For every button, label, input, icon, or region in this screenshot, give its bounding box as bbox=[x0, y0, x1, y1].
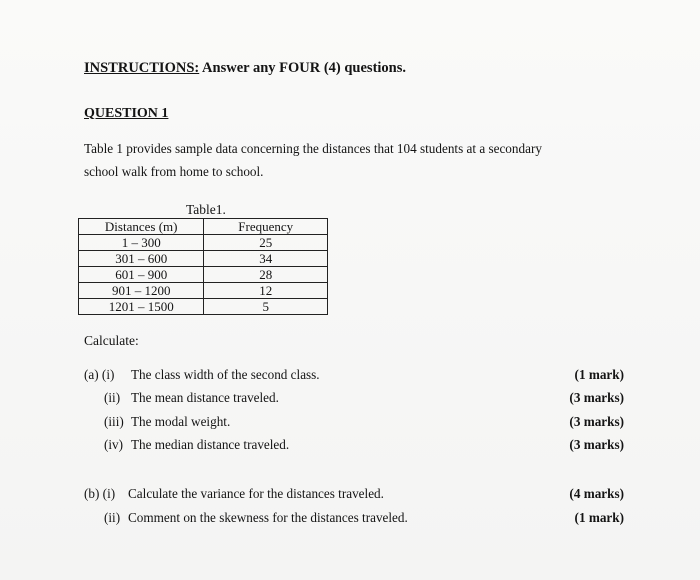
part-prefix: (iii) bbox=[104, 414, 124, 429]
frequency-table bbox=[78, 218, 328, 315]
frequency-cell: 5 bbox=[204, 299, 328, 315]
part-text: The median distance traveled. bbox=[131, 437, 290, 452]
question-part-a-ii bbox=[0, 390, 700, 410]
question-part-a-iii bbox=[0, 414, 700, 434]
marks-label: (1 mark) bbox=[574, 510, 624, 525]
frequency-cell: 28 bbox=[204, 267, 328, 283]
distance-cell: 1 – 300 bbox=[79, 235, 204, 251]
part-text: The modal weight. bbox=[131, 414, 231, 429]
part-text: Calculate the variance for the distances traveled. bbox=[128, 486, 384, 501]
question-title: QUESTION 1 bbox=[84, 106, 169, 121]
marks-label: (1 mark) bbox=[574, 367, 624, 382]
part-prefix: (a) (i) bbox=[84, 367, 115, 382]
distance-cell: 601 – 900 bbox=[79, 267, 204, 283]
calculate-label: Calculate: bbox=[84, 333, 139, 348]
part-prefix: (ii) bbox=[104, 390, 121, 405]
table-header-row bbox=[79, 219, 328, 235]
distance-cell: 901 – 1200 bbox=[79, 283, 204, 299]
distance-cell: 301 – 600 bbox=[79, 251, 204, 267]
question-part-b-i bbox=[0, 486, 700, 506]
table-row bbox=[79, 283, 328, 299]
table-row bbox=[79, 251, 328, 267]
part-prefix: (ii) bbox=[104, 510, 121, 525]
instructions-text: Answer any FOUR (4) questions. bbox=[199, 60, 407, 76]
part-prefix: (iv) bbox=[104, 437, 124, 452]
distance-cell: 1201 – 1500 bbox=[79, 299, 204, 315]
marks-label: (4 marks) bbox=[569, 486, 624, 501]
part-text: The mean distance traveled. bbox=[131, 390, 279, 405]
part-text: Comment on the skewness for the distances traveled. bbox=[128, 510, 408, 525]
header-distances: Distances (m) bbox=[79, 219, 204, 235]
question-intro: Table 1 provides sample data concerning the distances that 104 students at a secondary school walk from home to school. bbox=[84, 141, 542, 179]
marks-label: (3 marks) bbox=[569, 390, 624, 405]
instructions-label: INSTRUCTIONS: bbox=[84, 60, 200, 76]
table-row bbox=[79, 235, 328, 251]
part-text: The class width of the second class. bbox=[131, 367, 320, 382]
instructions-line bbox=[84, 60, 406, 77]
frequency-cell: 34 bbox=[204, 251, 328, 267]
header-frequency: Frequency bbox=[204, 219, 328, 235]
part-prefix: (b) (i) bbox=[84, 486, 116, 501]
frequency-cell: 25 bbox=[204, 235, 328, 251]
frequency-cell: 12 bbox=[204, 283, 328, 299]
marks-label: (3 marks) bbox=[569, 414, 624, 429]
question-part-b-ii bbox=[0, 510, 700, 530]
table-row bbox=[79, 267, 328, 283]
table-row bbox=[79, 299, 328, 315]
table-caption: Table1. bbox=[186, 202, 226, 217]
marks-label: (3 marks) bbox=[569, 437, 624, 452]
question-part-a-i bbox=[0, 367, 700, 387]
question-part-a-iv bbox=[0, 437, 700, 457]
